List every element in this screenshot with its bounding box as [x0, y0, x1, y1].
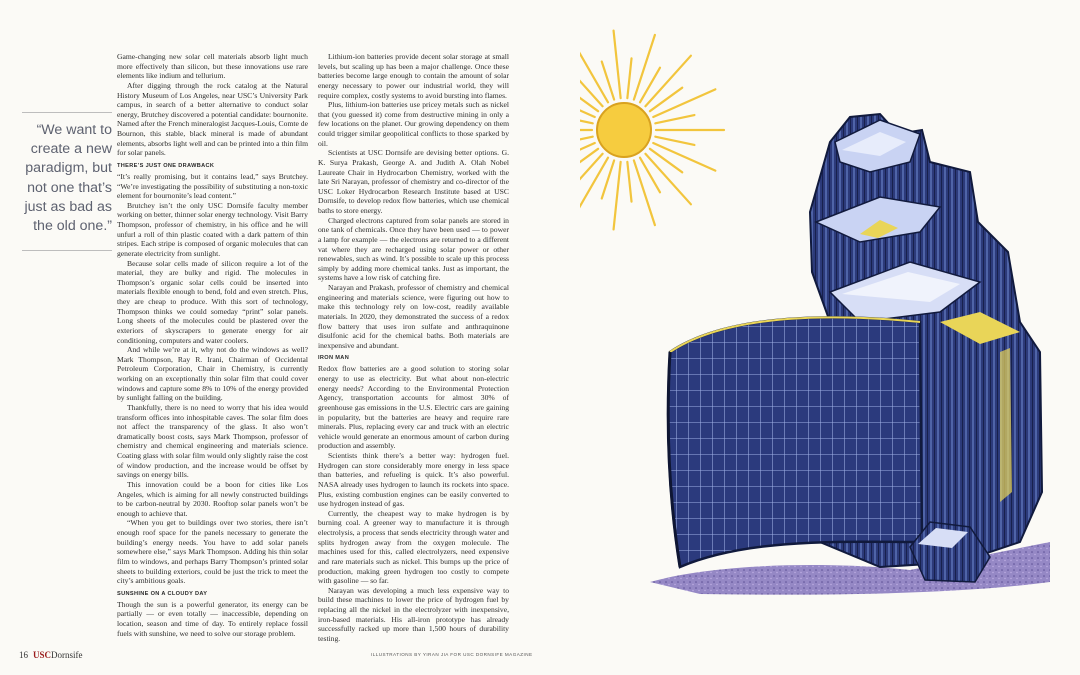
sun-ray: [650, 149, 682, 173]
body-paragraph: Charged electrons captured from solar panels are stored in one tank of chemicals. Once they have been used — to power a lamp for example — the electrons are returned to a different vat where they are recharged using solar power or other renewables, such as wind. It’s possible to scale up this process simply by adding more chemical tanks. Just as important, the systems have a low risk of catching fire.: [318, 215, 509, 283]
pull-quote-rule: [22, 250, 112, 251]
illustration-credit: ILLUSTRATIONS BY YIRAN JIA FOR USC DORNSIFE MAGAZINE: [371, 652, 533, 657]
body-paragraph: “When you get to buildings over two stories, there isn’t enough roof space for the panels necessary to generate the building’s energy needs. You have to add solar panels somewhere else,” says Mark Thompson. Adding his thin solar film to windows, and perhaps Barry Thompson’s printed solar sheets to building exteriors, could be just the trick to meet the city’s ambitious goals.: [117, 518, 308, 586]
section-heading: IRON MAN: [318, 355, 350, 362]
body-paragraph: Lithium-ion batteries provide decent solar storage at small levels, but scaling up has been a major challenge. Once these batteries become large enough to contain the amount of solar energy necessary to power our industrial world, they will require complex, costly systems to avoid bursting into flames.: [318, 52, 509, 100]
body-paragraph: And while we’re at it, why not do the windows as well? Mark Thompson, Ray R. Irani, Chairman of Occidental Petroleum Corporation, Chair in Chemistry, is currently working on an exceptionally thin solar film that could cover windows and capture some 8% to 10% of the energy provided by sunlight falling on the building.: [117, 345, 308, 403]
illustration-rock-solar-panel: [580, 22, 1060, 618]
body-paragraph: Thankfully, there is no need to worry that his idea would transform offices into inhospitable caves. The solar film does not affect the transparency of the glass. It also won’t dramatically boost costs, says Mark Thompson, professor of chemistry and chemical engineering and materials science. Coating glass with solar film would only slightly raise the cost of window production, and the increase would be offset by savings on energy bills.: [117, 402, 308, 480]
body-paragraph: Narayan and Prakash, professor of chemistry and chemical engineering and materials science, were figuring out how to make this technology rely on low-cost, readily available materials. In 2020, they demonstrated the success of a redox flow battery that uses iron sulfate and anthraquinone disulfonic acid for the chemical baths. Both materials are inexpensive and abundant.: [318, 283, 509, 350]
body-paragraph: Redox flow batteries are a good solution to storing solar energy to use as electricity. But what about non-electric energy needs? According to the Environmental Protection Agency, transportation accounts for almost 30% of greenhouse gas emissions in the U.S. Electric cars are gaining in popularity, but the batteries are heavy and require rare minerals. Plus, replacing every car and truck with an electric vehicle would generate an enormous amount of carbon during production and assembly.: [318, 364, 509, 451]
body-paragraph: Plus, lithium-ion batteries use pricey metals such as nickel that (you guessed it) come from destructive mining in only a few locations on the planet. Our growing dependency on them could trigger similar geopolitical conflicts to those sparked by oil.: [318, 100, 509, 148]
body-paragraph: After digging through the rock catalog at the Natural History Museum of Los Angeles, near USC’s University Park campus, in search of a better alternative to conduct solar energy, Brutchey discovered a potential candidate: bournonite. Named after the French mineralogist Jacques-Louis, Comte de Bournon, this stable, black mineral is made of abundant elements, absorbs light well and can be printed into a thin film for solar panels.: [117, 80, 308, 158]
brand-usc: USC: [33, 650, 52, 660]
text-column-1: [117, 52, 308, 638]
text-column-2: [318, 52, 509, 644]
body-paragraph: Though the sun is a powerful generator, its energy can be partially — or even totally — inaccessible, depending on location, season and time of day. To entirely replace fossil fuels with sunshine, we need to solve our storage problem.: [117, 599, 308, 638]
page-footer: [19, 650, 83, 660]
body-paragraph: “It’s really promising, but it contains lead,” says Brutchey. “We’re investigating the possibility of substituting a non-toxic element for bournonite’s lead content.”: [117, 171, 308, 201]
sun-ray: [580, 43, 608, 102]
body-paragraph: This innovation could be a boon for cities like Los Angeles, which is aiming for all newly constructed buildings to be carbon-neutral by 2030. Rooftop solar panels won’t be enough to achieve that.: [117, 479, 308, 518]
pull-quote: “We want to create a new paradigm, but not one that’s just as bad as the old one.”: [22, 112, 112, 236]
body-paragraph: Game-changing new solar cell materials absorb light much more effectively than silicon, but these innovations use rare elements like indium and tellurium.: [117, 52, 308, 81]
sun-ray: [634, 35, 655, 100]
sun-ray: [655, 115, 694, 123]
sun-ray: [655, 137, 694, 145]
solar-panel: [668, 317, 922, 567]
page-number: 16: [19, 650, 28, 660]
sun-ray: [614, 162, 621, 230]
body-paragraph: Because solar cells made of silicon require a lot of the material, they are bulky and rigid. The molecules in Thompson’s organic solar cells could be inserted into materials flexible enough to bend, fold and even stretch. Plus, they are cheap to produce. With this sort of technology, Thompson thinks we could someday “print” solar panels. Long sheets of the molecules could be plastered over the exteriors of skyscrapers to generate energy for air conditioning, computers and water coolers.: [117, 258, 308, 345]
sun-ray: [627, 58, 631, 98]
body-paragraph: Scientists think there’s a better way: hydrogen fuel. Hydrogen can store considerably more energy in less space than batteries, and refueling is quick. It’s also powerful. NASA already uses hydrogen to launch its rockets into space. Plus, existing combustion engines can be easily converted to use hydrogen instead of gas.: [318, 451, 509, 509]
sun-ray: [580, 158, 608, 217]
body-paragraph: Scientists at USC Dornsife are devising better options. G. K. Surya Prakash, George A. and Judith A. Olah Nobel Laureate Chair in Hydrocarbon Chemistry, worked with the late Sri Narayan, professor of chemistry and co-director of the USC Loker Hydrocarbon Research Institute based at USC Dornsife, to develop redox flow batteries, which use chemical baths to store energy.: [318, 148, 509, 215]
sun-ray: [614, 31, 621, 99]
sun-ray: [634, 160, 655, 225]
body-paragraph: Narayan was developing a much less expensive way to build these machines to lower the price of hydrogen fuel by replacing all the nickel in the electrolyzer with inexpensive, iron-based materials. His all-iron prototype has already successfully racked up more than 1,500 hours of durability testing.: [318, 585, 509, 643]
sun-icon: [580, 31, 724, 230]
section-heading: SUNSHINE ON A CLOUDY DAY: [117, 590, 208, 597]
body-paragraph: Currently, the cheapest way to make hydrogen is by burning coal. A greener way to manufacture it is through electrolysis, a process that sends electricity through water and splits hydrogen away from the oxygen molecule. The machines used for this, called electrolyzers, need expensive and rare materials such as nickel. This bumps up the price of production, making green hydrogen too costly to compete with gasoline — so far.: [318, 508, 509, 586]
sun-ray: [650, 88, 682, 112]
brand-dornsife: Dornsife: [51, 650, 83, 660]
sun-ray: [627, 162, 631, 202]
section-heading: THERE’S JUST ONE DRAWBACK: [117, 162, 215, 169]
body-paragraph: Brutchey isn’t the only USC Dornsife faculty member working on better, thinner solar energy technology. Visit Barry Thompson, professor of chemistry, in his office and he will unfurl a roll of thin plastic coated with a dark pattern of thin stripes. Each stripe is composed of organic molecules that can generate electricity from sunlight.: [117, 200, 308, 258]
